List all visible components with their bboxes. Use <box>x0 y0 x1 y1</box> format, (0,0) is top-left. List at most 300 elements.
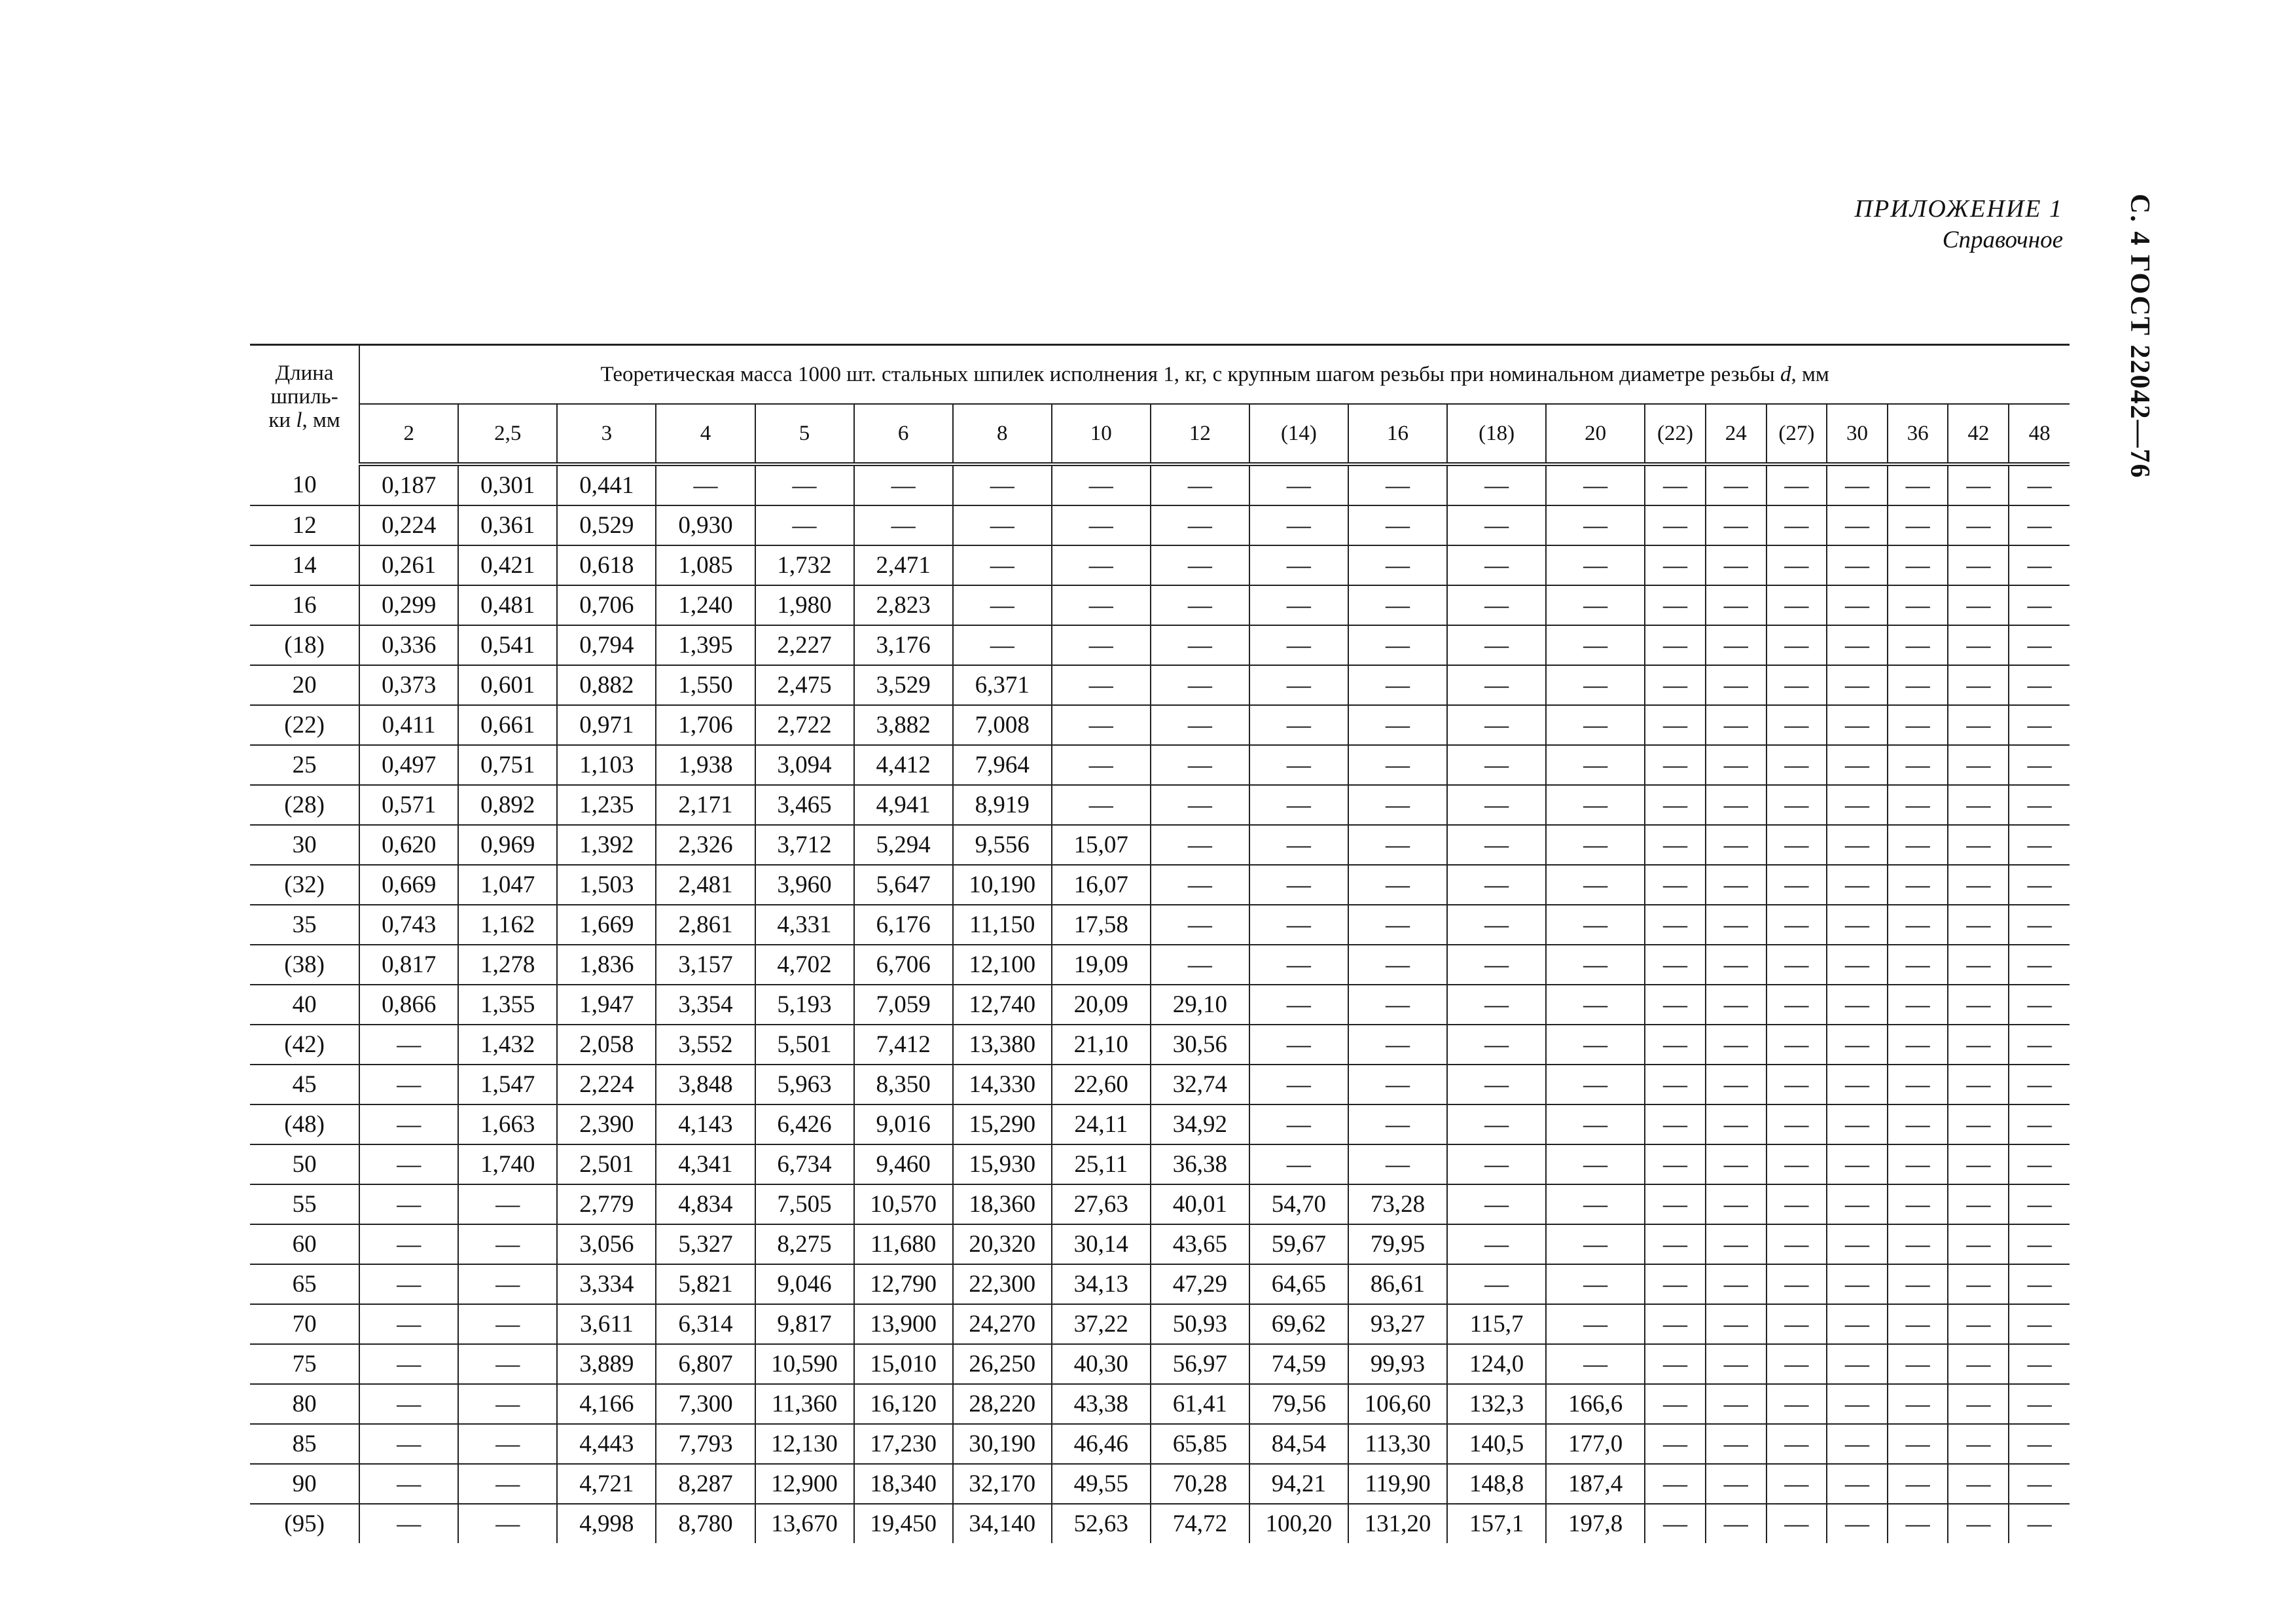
mass-cell: — <box>2009 1264 2070 1304</box>
mass-cell: — <box>1645 545 1706 585</box>
mass-cell: — <box>359 1344 458 1384</box>
mass-cell: 12,790 <box>854 1264 953 1304</box>
mass-cell: 3,334 <box>557 1264 656 1304</box>
mass-cell: 11,150 <box>953 905 1052 945</box>
mass-cell: — <box>1546 705 1645 745</box>
mass-cell: — <box>1948 825 2009 865</box>
mass-cell: — <box>1888 865 1948 905</box>
length-cell: 20 <box>250 665 359 705</box>
mass-cell: — <box>1546 505 1645 545</box>
mass-cell: — <box>1948 905 2009 945</box>
mass-cell: — <box>1249 945 1348 985</box>
mass-cell: — <box>1348 905 1447 945</box>
mass-cell: — <box>1249 825 1348 865</box>
mass-cell: — <box>1645 1304 1706 1344</box>
mass-cell: — <box>1948 1304 2009 1344</box>
mass-cell: — <box>1948 865 2009 905</box>
mass-cell: — <box>1706 665 1767 705</box>
mass-cell: 9,046 <box>755 1264 854 1304</box>
length-cell: 85 <box>250 1424 359 1464</box>
mass-cell: 17,230 <box>854 1424 953 1464</box>
mass-cell: 2,475 <box>755 665 854 705</box>
mass-cell: 19,09 <box>1052 945 1151 985</box>
mass-cell: — <box>1767 865 1827 905</box>
mass-cell: 4,331 <box>755 905 854 945</box>
mass-cell: 197,8 <box>1546 1504 1645 1543</box>
mass-cell: — <box>1827 585 1888 625</box>
diameter-header-row <box>250 404 2070 464</box>
mass-cell: — <box>1249 665 1348 705</box>
mass-cell: — <box>2009 1065 2070 1104</box>
mass-cell: 6,176 <box>854 905 953 945</box>
mass-cell: 3,552 <box>656 1025 755 1065</box>
mass-cell: — <box>1645 825 1706 865</box>
mass-cell: — <box>1827 464 1888 505</box>
mass-cell: 6,706 <box>854 945 953 985</box>
mass-cell: — <box>1645 785 1706 825</box>
mass-cell: 4,341 <box>656 1144 755 1184</box>
mass-cell: — <box>1249 505 1348 545</box>
mass-cell: 11,680 <box>854 1224 953 1264</box>
mass-cell: 3,529 <box>854 665 953 705</box>
table-row <box>250 1224 2070 1264</box>
mass-cell: 0,751 <box>458 745 557 785</box>
mass-cell: — <box>2009 705 2070 745</box>
mass-cell: — <box>1348 625 1447 665</box>
mass-cell: 40,30 <box>1052 1344 1151 1384</box>
mass-cell: 0,706 <box>557 585 656 625</box>
mass-cell: — <box>1888 985 1948 1025</box>
table-row <box>250 705 2070 745</box>
mass-cell: 1,503 <box>557 865 656 905</box>
mass-cell: — <box>1348 745 1447 785</box>
table-row <box>250 1504 2070 1543</box>
length-cell: 65 <box>250 1264 359 1304</box>
mass-cell: 8,287 <box>656 1464 755 1504</box>
mass-cell: — <box>1151 665 1249 705</box>
mass-cell: 69,62 <box>1249 1304 1348 1344</box>
mass-cell: 3,882 <box>854 705 953 745</box>
mass-cell: — <box>1151 464 1249 505</box>
mass-cell: — <box>953 545 1052 585</box>
mass-cell: — <box>1645 985 1706 1025</box>
mass-cell: — <box>1706 464 1767 505</box>
mass-cell: 7,793 <box>656 1424 755 1464</box>
mass-cell: 3,889 <box>557 1344 656 1384</box>
mass-cell: — <box>2009 1424 2070 1464</box>
mass-cell: — <box>2009 1344 2070 1384</box>
mass-cell: — <box>1151 625 1249 665</box>
mass-cell: 1,547 <box>458 1065 557 1104</box>
mass-cell: — <box>1767 785 1827 825</box>
mass-cell: — <box>1249 1144 1348 1184</box>
mass-cell: — <box>1447 865 1546 905</box>
mass-cell: — <box>2009 1025 2070 1065</box>
mass-cell: — <box>1767 1065 1827 1104</box>
mass-cell: 2,224 <box>557 1065 656 1104</box>
mass-cell: — <box>1888 905 1948 945</box>
mass-cell: — <box>1948 585 2009 625</box>
mass-cell: — <box>1546 825 1645 865</box>
mass-cell: 0,817 <box>359 945 458 985</box>
diameter-header-cell: 42 <box>1948 404 2009 464</box>
mass-cell: — <box>1767 1144 1827 1184</box>
mass-cell: — <box>1827 1304 1888 1344</box>
table-row <box>250 1424 2070 1464</box>
mass-cell: — <box>1948 1144 2009 1184</box>
mass-cell: 24,270 <box>953 1304 1052 1344</box>
mass-cell: — <box>1249 464 1348 505</box>
mass-cell: — <box>1447 1104 1546 1144</box>
mass-cell: — <box>1546 905 1645 945</box>
mass-cell: — <box>1348 1104 1447 1144</box>
diameter-header-cell: 16 <box>1348 404 1447 464</box>
mass-cell: — <box>1767 825 1827 865</box>
mass-cell: — <box>1249 545 1348 585</box>
mass-cell: 3,611 <box>557 1304 656 1344</box>
mass-cell: — <box>953 505 1052 545</box>
mass-cell: 14,330 <box>953 1065 1052 1104</box>
length-cell: 75 <box>250 1344 359 1384</box>
mass-cell: — <box>1052 505 1151 545</box>
length-cell: 55 <box>250 1184 359 1224</box>
mass-cell: 0,497 <box>359 745 458 785</box>
diameter-header-cell: 2 <box>359 404 458 464</box>
table-row <box>250 1384 2070 1424</box>
mass-cell: — <box>1948 1065 2009 1104</box>
mass-cell: 7,964 <box>953 745 1052 785</box>
table-row <box>250 464 2070 505</box>
mass-cell: 24,11 <box>1052 1104 1151 1144</box>
table-row <box>250 945 2070 985</box>
mass-cell: — <box>1052 745 1151 785</box>
mass-cell: — <box>1827 1144 1888 1184</box>
length-column-header <box>250 345 359 465</box>
mass-cell: 10,190 <box>953 865 1052 905</box>
mass-cell: — <box>1888 1025 1948 1065</box>
mass-cell: — <box>1827 1344 1888 1384</box>
mass-cell: 9,556 <box>953 825 1052 865</box>
mass-cell: — <box>1706 1104 1767 1144</box>
diameter-header-cell: 2,5 <box>458 404 557 464</box>
mass-cell: — <box>1767 1104 1827 1144</box>
mass-cell: 2,471 <box>854 545 953 585</box>
mass-cell: 1,085 <box>656 545 755 585</box>
mass-cell: — <box>1888 585 1948 625</box>
mass-cell: — <box>1706 1264 1767 1304</box>
mass-cell: 0,971 <box>557 705 656 745</box>
mass-cell: 8,919 <box>953 785 1052 825</box>
mass-cell: — <box>1767 1424 1827 1464</box>
mass-cell: 2,326 <box>656 825 755 865</box>
mass-cell: — <box>1348 785 1447 825</box>
mass-cell: — <box>1827 825 1888 865</box>
table-row <box>250 1264 2070 1304</box>
length-cell: 80 <box>250 1384 359 1424</box>
mass-cell: — <box>1888 1184 1948 1224</box>
mass-cell: 19,450 <box>854 1504 953 1543</box>
mass-cell: 73,28 <box>1348 1184 1447 1224</box>
length-cell: (18) <box>250 625 359 665</box>
mass-cell: 20,320 <box>953 1224 1052 1264</box>
mass-cell: 94,21 <box>1249 1464 1348 1504</box>
mass-cell: 15,290 <box>953 1104 1052 1144</box>
mass-cell: 1,706 <box>656 705 755 745</box>
table-row <box>250 1065 2070 1104</box>
mass-cell: — <box>458 1264 557 1304</box>
mass-cell: — <box>2009 745 2070 785</box>
length-cell: 60 <box>250 1224 359 1264</box>
mass-cell: 43,38 <box>1052 1384 1151 1424</box>
mass-cell: 0,601 <box>458 665 557 705</box>
mass-cell: 2,861 <box>656 905 755 945</box>
mass-cell: — <box>1888 625 1948 665</box>
mass-cell: 15,010 <box>854 1344 953 1384</box>
mass-cell: — <box>1888 1384 1948 1424</box>
mass-cell: 10,570 <box>854 1184 953 1224</box>
diameter-header-cell: 10 <box>1052 404 1151 464</box>
mass-cell: 4,941 <box>854 785 953 825</box>
mass-cell: — <box>458 1344 557 1384</box>
mass-cell: — <box>1888 745 1948 785</box>
mass-cell: — <box>1447 545 1546 585</box>
mass-cell: — <box>1546 464 1645 505</box>
mass-cell: 3,960 <box>755 865 854 905</box>
mass-cell: — <box>2009 825 2070 865</box>
mass-cell: — <box>1447 785 1546 825</box>
mass-cell: 1,663 <box>458 1104 557 1144</box>
mass-cell: — <box>1706 505 1767 545</box>
mass-cell: — <box>1948 1104 2009 1144</box>
mass-cell: 65,85 <box>1151 1424 1249 1464</box>
table-row <box>250 1184 2070 1224</box>
mass-cell: 0,187 <box>359 464 458 505</box>
mass-cell: — <box>1447 985 1546 1025</box>
mass-cell: — <box>1151 745 1249 785</box>
mass-cell: — <box>1948 785 2009 825</box>
mass-cell: — <box>1827 625 1888 665</box>
mass-cell: 5,963 <box>755 1065 854 1104</box>
diameter-header-cell: 8 <box>953 404 1052 464</box>
mass-cell: — <box>953 585 1052 625</box>
mass-cell: — <box>1348 705 1447 745</box>
mass-cell: — <box>1827 705 1888 745</box>
mass-cell: 56,97 <box>1151 1344 1249 1384</box>
mass-cell: 5,193 <box>755 985 854 1025</box>
mass-cell: 36,38 <box>1151 1144 1249 1184</box>
table-row <box>250 985 2070 1025</box>
mass-cell: — <box>1645 945 1706 985</box>
diameter-header-cell: (14) <box>1249 404 1348 464</box>
mass-cell: — <box>1645 1184 1706 1224</box>
mass-cell: — <box>1645 665 1706 705</box>
mass-cell: 7,300 <box>656 1384 755 1424</box>
mass-cell: — <box>1706 745 1767 785</box>
mass-cell: — <box>1948 1384 2009 1424</box>
mass-cell: 0,743 <box>359 905 458 945</box>
mass-cell: — <box>1948 1424 2009 1464</box>
mass-cell: — <box>1546 745 1645 785</box>
mass-cell: 0,866 <box>359 985 458 1025</box>
mass-cell: 5,647 <box>854 865 953 905</box>
mass-cell: — <box>359 1464 458 1504</box>
mass-cell: 3,157 <box>656 945 755 985</box>
mass-cell: 1,103 <box>557 745 656 785</box>
mass-cell: — <box>1888 1304 1948 1344</box>
length-cell: 25 <box>250 745 359 785</box>
mass-cell: — <box>656 464 755 505</box>
mass-cell: 12,900 <box>755 1464 854 1504</box>
mass-cell: — <box>1546 785 1645 825</box>
table-row <box>250 545 2070 585</box>
mass-cell: — <box>458 1424 557 1464</box>
mass-cell: — <box>1888 825 1948 865</box>
mass-cell: — <box>1827 905 1888 945</box>
mass-cell: 7,008 <box>953 705 1052 745</box>
mass-cell: — <box>2009 1224 2070 1264</box>
mass-cell: — <box>359 1144 458 1184</box>
mass-cell: — <box>1948 464 2009 505</box>
mass-cell: — <box>1052 705 1151 745</box>
mass-cell: 22,300 <box>953 1264 1052 1304</box>
mass-cell: 0,441 <box>557 464 656 505</box>
mass-cell: — <box>1706 1504 1767 1543</box>
mass-cell: 79,95 <box>1348 1224 1447 1264</box>
mass-cell: 27,63 <box>1052 1184 1151 1224</box>
length-cell: (32) <box>250 865 359 905</box>
mass-cell: — <box>1052 665 1151 705</box>
mass-cell: — <box>2009 1144 2070 1184</box>
mass-cell: 0,421 <box>458 545 557 585</box>
mass-cell: — <box>2009 665 2070 705</box>
mass-cell: 0,620 <box>359 825 458 865</box>
mass-cell: 16,07 <box>1052 865 1151 905</box>
mass-cell: 1,740 <box>458 1144 557 1184</box>
mass-cell: 61,41 <box>1151 1384 1249 1424</box>
mass-cell: — <box>1052 545 1151 585</box>
mass-cell: 157,1 <box>1447 1504 1546 1543</box>
mass-cell: — <box>1249 785 1348 825</box>
diameter-header-cell: 36 <box>1888 404 1948 464</box>
table-row <box>250 665 2070 705</box>
diameter-header-cell: 5 <box>755 404 854 464</box>
mass-cell: 99,93 <box>1348 1344 1447 1384</box>
mass-cell: — <box>1546 1224 1645 1264</box>
mass-cell: — <box>854 464 953 505</box>
mass-cell: 18,340 <box>854 1464 953 1504</box>
mass-cell: — <box>1546 1144 1645 1184</box>
mass-cell: — <box>1546 625 1645 665</box>
mass-cell: — <box>1827 745 1888 785</box>
mass-cell: — <box>2009 905 2070 945</box>
mass-cell: — <box>1052 585 1151 625</box>
mass-cell: — <box>1546 1065 1645 1104</box>
mass-cell: — <box>1249 865 1348 905</box>
mass-cell: — <box>1447 825 1546 865</box>
length-cell: (48) <box>250 1104 359 1144</box>
mass-cell: — <box>1948 1264 2009 1304</box>
length-header-line-2: шпиль- <box>270 385 338 409</box>
mass-cell: 4,702 <box>755 945 854 985</box>
mass-cell: — <box>1447 585 1546 625</box>
mass-cell: — <box>1767 464 1827 505</box>
mass-cell: — <box>1948 1464 2009 1504</box>
mass-cell: — <box>1447 705 1546 745</box>
mass-cell: — <box>1706 1384 1767 1424</box>
mass-cell: 4,998 <box>557 1504 656 1543</box>
mass-cell: 5,327 <box>656 1224 755 1264</box>
mass-cell: — <box>1546 545 1645 585</box>
mass-cell: 84,54 <box>1249 1424 1348 1464</box>
mass-cell: — <box>1948 1344 2009 1384</box>
mass-cell: — <box>1447 665 1546 705</box>
mass-cell: — <box>1151 545 1249 585</box>
mass-cell: 1,395 <box>656 625 755 665</box>
mass-cell: 1,162 <box>458 905 557 945</box>
mass-cell: 2,779 <box>557 1184 656 1224</box>
mass-cell: 6,807 <box>656 1344 755 1384</box>
mass-cell: — <box>1888 1104 1948 1144</box>
mass-cell: 132,3 <box>1447 1384 1546 1424</box>
mass-cell: — <box>1827 505 1888 545</box>
mass-cell: 0,541 <box>458 625 557 665</box>
mass-cell: — <box>1767 1344 1827 1384</box>
mass-cell: — <box>1767 665 1827 705</box>
mass-cell: — <box>1348 464 1447 505</box>
mass-cell: 4,143 <box>656 1104 755 1144</box>
mass-cell: — <box>458 1384 557 1424</box>
mass-cell: 59,67 <box>1249 1224 1348 1264</box>
diameter-header-cell: 24 <box>1706 404 1767 464</box>
mass-cell: — <box>1645 464 1706 505</box>
mass-cell: — <box>1948 625 2009 665</box>
table-row <box>250 865 2070 905</box>
table-row <box>250 825 2070 865</box>
mass-cell: — <box>359 1304 458 1344</box>
mass-cell: — <box>1706 585 1767 625</box>
mass-cell: — <box>1052 464 1151 505</box>
mass-cell: — <box>1706 1424 1767 1464</box>
mass-cell: 49,55 <box>1052 1464 1151 1504</box>
mass-cell: — <box>854 505 953 545</box>
mass-cell: — <box>359 1384 458 1424</box>
mass-cell: 2,481 <box>656 865 755 905</box>
mass-cell: — <box>1888 1464 1948 1504</box>
mass-cell: — <box>2009 625 2070 665</box>
mass-cell: — <box>1767 625 1827 665</box>
mass-cell: 70,28 <box>1151 1464 1249 1504</box>
mass-cell: — <box>1645 1384 1706 1424</box>
mass-cell: 4,166 <box>557 1384 656 1424</box>
mass-cell: 0,661 <box>458 705 557 745</box>
mass-cell: — <box>1546 865 1645 905</box>
mass-cell: 6,734 <box>755 1144 854 1184</box>
mass-cell: 1,732 <box>755 545 854 585</box>
mass-cell: 1,550 <box>656 665 755 705</box>
mass-cell: 0,224 <box>359 505 458 545</box>
mass-cell: — <box>1767 1504 1827 1543</box>
mass-cell: — <box>458 1464 557 1504</box>
mass-cell: — <box>1706 1304 1767 1344</box>
mass-cell: — <box>1348 505 1447 545</box>
mass-cell: 13,670 <box>755 1504 854 1543</box>
mass-span-header: Теоретическая масса 1000 шт. стальных шпилек исполнения 1, кг, с крупным шагом резьбы при номинальном диаметре резьбы d, мм <box>359 345 2070 405</box>
mass-cell: — <box>1645 1025 1706 1065</box>
mass-cell: 166,6 <box>1546 1384 1645 1424</box>
mass-cell: — <box>1827 785 1888 825</box>
mass-cell: 1,047 <box>458 865 557 905</box>
mass-cell: — <box>359 1184 458 1224</box>
